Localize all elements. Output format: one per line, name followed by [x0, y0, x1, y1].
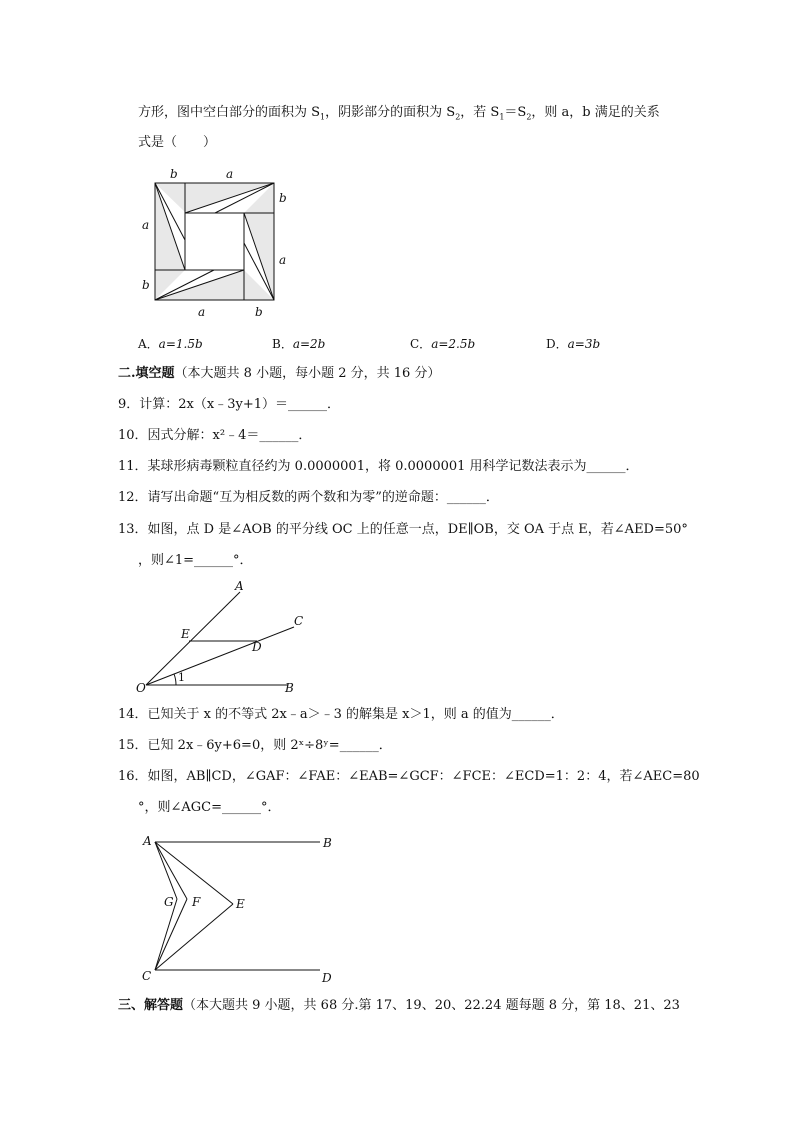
- q16-parallel-figure: [135, 828, 345, 988]
- question-15: 15．已知 2x﹣6y+6=0，则 2ˣ÷8ʸ=______．: [118, 738, 392, 753]
- option-c[interactable]: C．a=2.5b: [410, 337, 476, 351]
- q8-square-figure: [130, 160, 300, 320]
- section2-heading: 二.填空题（本大题共 8 小题，每小题 2 分，共 16 分）: [118, 366, 441, 381]
- question-16-line2: °，则∠AGC=______°．: [138, 800, 281, 815]
- option-a[interactable]: A．a=1.5b: [138, 337, 203, 351]
- fig13-label-c: C: [294, 614, 304, 628]
- question-11: 11．某球形病毒颗粒直径约为 0.0000001，将 0.0000001 用科学记数法表示为______．: [118, 459, 639, 474]
- fig16-label-e: E: [236, 897, 245, 911]
- question-13-line2: ，则∠1=______°．: [138, 553, 253, 568]
- fig13-label-a: A: [235, 579, 244, 593]
- fig16-label-d: D: [322, 971, 332, 985]
- label-left-a: a: [142, 218, 150, 232]
- label-top-a: a: [226, 167, 234, 181]
- fig13-label-d: D: [252, 640, 262, 654]
- option-d[interactable]: D．a=3b: [546, 337, 601, 351]
- fig16-label-g: G: [164, 895, 174, 909]
- fig13-label-o: O: [136, 681, 146, 695]
- q8-text-line2: 式是（ ）: [138, 135, 217, 150]
- section3-heading: 三、解答题（本大题共 9 小题，共 68 分.第 17、19、20、22.24 题每题 8 分，第 18、21、23: [118, 998, 680, 1013]
- question-9: 9．计算：2x（x﹣3y+1）＝______．: [118, 397, 340, 412]
- fig16-label-b: B: [323, 836, 332, 850]
- question-13-line1: 13．如图，点 D 是∠AOB 的平分线 OC 上的任意一点，DE∥OB，交 OA 于点 E，若∠AED=50°: [118, 522, 688, 537]
- question-12: 12．请写出命题“互为相反数的两个数和为零”的逆命题：______．: [118, 490, 499, 505]
- label-top-b: b: [170, 167, 178, 181]
- label-right-b: b: [279, 191, 287, 205]
- question-16-line1: 16．如图，AB∥CD，∠GAF：∠FAE：∠EAB=∠GCF：∠FCE：∠ECD=1：2：4，若∠AEC=80: [118, 769, 700, 784]
- label-right-a: a: [279, 253, 287, 267]
- fig13-label-e: E: [181, 627, 190, 641]
- label-bottom-a: a: [198, 305, 206, 319]
- fig16-label-a: A: [143, 834, 152, 848]
- q8-text-line1: 方形，图中空白部分的面积为 $S_1$，阴影部分的面积为 $S_2$，若 $S_1=S_2$，则 a，b 满足的关系: [138, 105, 660, 122]
- fig13-label-b: B: [285, 681, 294, 695]
- label-bottom-b: b: [255, 305, 263, 319]
- fig16-label-c: C: [142, 969, 152, 983]
- fig16-label-f: F: [192, 895, 201, 909]
- option-b[interactable]: B．a=2b: [272, 337, 326, 351]
- fig13-label-1: 1: [178, 671, 185, 684]
- question-10: 10．因式分解：x²﹣4＝______．: [118, 428, 312, 443]
- question-14: 14．已知关于 x 的不等式 2x﹣a＞﹣3 的解集是 x＞1，则 a 的值为______．: [118, 707, 564, 722]
- label-left-b: b: [142, 278, 150, 292]
- q13-angle-figure: [130, 575, 310, 695]
